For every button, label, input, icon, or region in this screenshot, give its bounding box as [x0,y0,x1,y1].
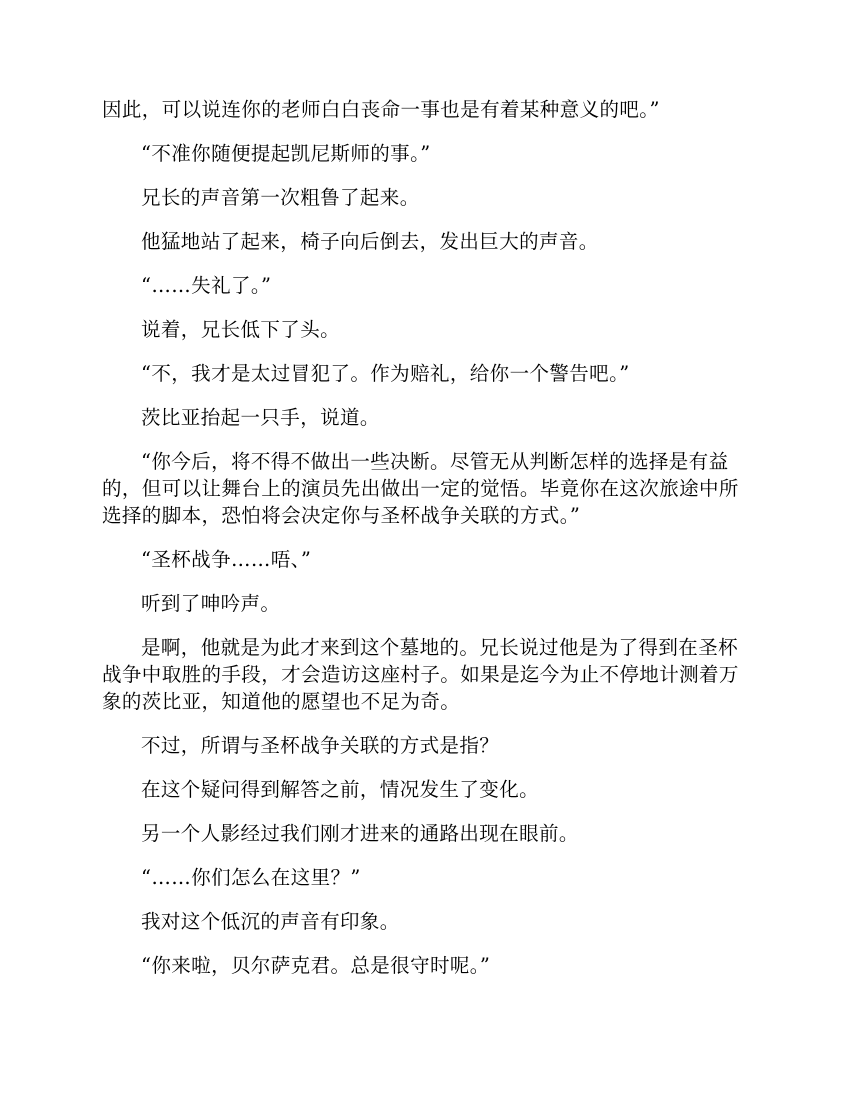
paragraph: “圣杯战争……唔、” [141,548,312,571]
paragraph: “你来啦，贝尔萨克君。总是很守时呢。” [141,954,491,977]
paragraph: “不准你随便提起凯尼斯师的事。” [141,142,431,165]
paragraph: 是啊，他就是为此才来到这个墓地的。兄长说过他是为了得到在圣杯战争中取胜的手段，才会造访这座村子。如果是迄今为止不停地计测着万象的茨比亚，知道他的愿望也不足为奇。 [102,636,739,713]
paragraph: “你今后，将不得不做出一些决断。尽管无从判断怎样的选择是有益的，但可以让舞台上的演员先出做出一定的觉悟。毕竟你在这次旅途中所选择的脚本，恐怕将会决定你与圣杯战争关联的方式。” [102,450,739,527]
body-text [102,96,750,996]
paragraph: 不过，所谓与圣杯战争关联的方式是指？ [141,734,500,757]
paragraph: 说着，兄长低下了头。 [141,318,341,341]
paragraph: 他猛地站了起来，椅子向后倒去，发出巨大的声音。 [141,230,599,253]
paragraph: 茨比亚抬起一只手，说道。 [141,406,380,429]
paragraph: 我对这个低沉的声音有印象。 [141,910,400,933]
paragraph: 在这个疑问得到解答之前，情况发生了变化。 [141,778,540,801]
paragraph: 听到了呻吟声。 [141,592,281,615]
paragraph: “不，我才是太过冒犯了。作为赔礼，给你一个警告吧。” [141,362,630,385]
paragraph: “……失礼了。” [141,274,272,297]
paragraph: “……你们怎么在这里？” [141,866,361,889]
paragraph: 兄长的声音第一次粗鲁了起来。 [141,186,420,209]
paragraph: 另一个人影经过我们刚才进来的通路出现在眼前。 [141,822,579,845]
paragraph-continued: 因此，可以说连你的老师白白丧命一事也是有着某种意义的吧。” [102,98,660,121]
